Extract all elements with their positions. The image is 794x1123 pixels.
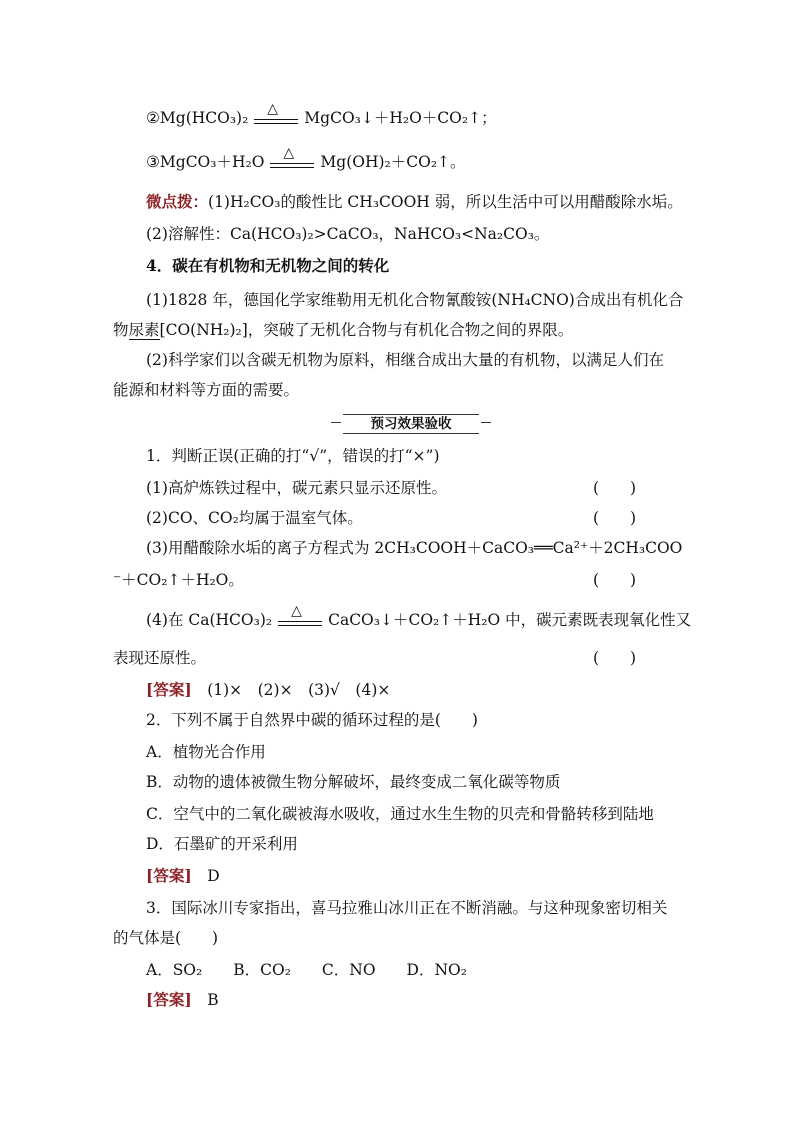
- equation-3-left: ③MgCO₃＋H₂O: [146, 153, 265, 171]
- q2-stem: 2．下列不属于自然界中碳的循环过程的是( ): [146, 711, 478, 729]
- section-4-p2-line2: 能源和材料等方面的需要。: [113, 381, 300, 399]
- tip-label: 微点拨：: [146, 192, 209, 211]
- answer-blank: ( ): [593, 479, 637, 497]
- heat-condition-sign: △: [278, 604, 322, 630]
- heat-condition-sign: △: [270, 146, 314, 172]
- answer-blank: ( ): [593, 571, 637, 589]
- equation-2-right: MgCO₃↓＋H₂O＋CO₂↑；: [304, 109, 497, 127]
- equation-3: [146, 145, 466, 176]
- section-4-heading: 4．碳在有机物和无机物之间的转化: [146, 256, 390, 275]
- q1-item-2: (2)CO、CO₂均属于温室气体。: [146, 509, 363, 527]
- equation-2-left: ②Mg(HCO₃)₂: [146, 109, 249, 127]
- answer-blank: ( ): [593, 649, 637, 667]
- answer-blank: ( ): [593, 509, 637, 527]
- tip-line-2: (2)溶解性：Ca(HCO₃)₂>CaCO₃，NaHCO₃<Na₂CO₃。: [146, 225, 550, 243]
- q3-answer: [146, 990, 219, 1010]
- underlined-term: 尿素: [128, 321, 160, 339]
- q1-answer: [146, 680, 390, 700]
- q3-options: A．SO₂ B．CO₂ C．NO D．NO₂: [146, 961, 467, 979]
- q2-option-c: C．空气中的二氧化碳被海水吸收，通过水生生物的贝壳和骨骼转移到陆地: [146, 805, 654, 823]
- tip-text: (1)H₂CO₃的酸性比 CH₃COOH 弱，所以生活中可以用醋酸除水垢。: [208, 193, 683, 211]
- q2-option-b: B．动物的遗体被微生物分解破坏，最终变成二氧化碳等物质: [146, 773, 561, 791]
- section-banner: 预习效果验收: [343, 414, 479, 434]
- q1-item-3-line1: (3)用醋酸除水垢的离子方程式为 2CH₃COOH＋CaCO₃══Ca²⁺＋2CH₃COO: [146, 539, 683, 557]
- q2-option-d: D．石墨矿的开采利用: [146, 835, 298, 853]
- q1-item-4-line2: 表现还原性。: [113, 649, 207, 667]
- answer-text: B: [207, 991, 219, 1009]
- tip-line-1: [146, 192, 683, 212]
- answer-text: D: [207, 867, 220, 885]
- section-4-p2-line1: (2)科学家们以含碳无机物为原料，相继合成出大量的有机物，以满足人们在: [146, 351, 664, 369]
- heat-condition-sign: △: [254, 102, 298, 128]
- section-4-p1-line1: (1)1828 年，德国化学家维勒用无机化合物氰酸铵(NH₄CNO)合成出有机化合: [146, 291, 684, 309]
- q2-answer: [146, 866, 220, 886]
- answer-label: [答案]: [146, 866, 192, 885]
- q1-item-1: (1)高炉炼铁过程中，碳元素只显示还原性。: [146, 479, 447, 497]
- answer-label: [答案]: [146, 990, 192, 1009]
- section-4-p1-line2: 物尿素[CO(NH₂)₂]，突破了无机化合物与有机化合物之间的界限。: [113, 321, 574, 339]
- q3-stem-line1: 3．国际冰川专家指出，喜马拉雅山冰川正在不断消融。与这种现象密切相关: [146, 899, 668, 917]
- q1-item-4-line1: (4)在 Ca(HCO₃)₂ △ CaCO₃↓＋CO₂↑＋H₂O 中，碳元素既表现氧化性又: [146, 603, 692, 629]
- q2-option-a: A．植物光合作用: [146, 743, 266, 761]
- answer-label: [答案]: [146, 680, 192, 699]
- q1-stem: 1．判断正误(正确的打“√”，错误的打“×”): [146, 447, 440, 465]
- q3-stem-line2: 的气体是( ): [113, 929, 219, 947]
- equation-2: [146, 101, 497, 132]
- answer-text: (1)× (2)× (3)√ (4)×: [207, 681, 391, 699]
- equation-3-right: Mg(OH)₂＋CO₂↑。: [320, 153, 466, 171]
- q1-item-3-line2: ⁻＋CO₂↑＋H₂O。: [113, 571, 244, 589]
